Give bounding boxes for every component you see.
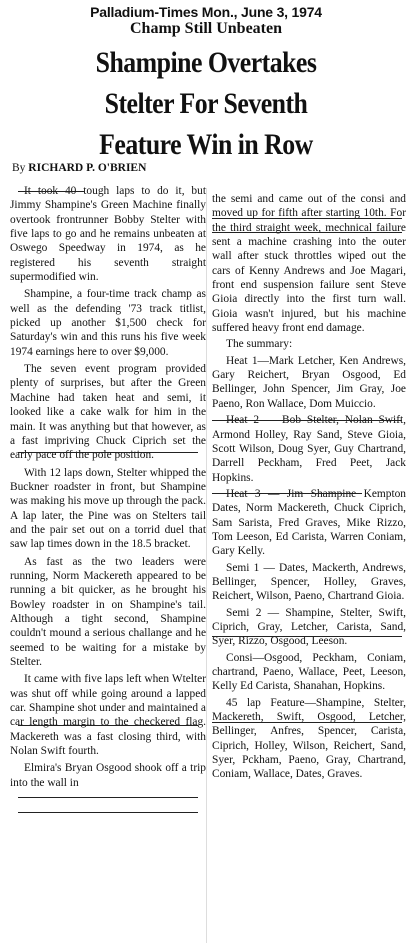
headline [29, 42, 383, 165]
pen-strike-mark [18, 797, 198, 798]
summary-entry: Consi—Osgood, Peckham, Coniam, chartrand, Paeno, Wallace, Peet, Leeson, Kelly Ed Carista, Shanahan, Hopkins. [212, 651, 406, 693]
pen-strike-mark [18, 725, 198, 726]
headline-line-3: Feature Win in Row [99, 128, 313, 161]
pen-strike-mark [18, 812, 198, 813]
article-column-right [212, 192, 406, 784]
article-paragraph: The seven event program provided plenty of surprises, but after the Green Machine had taken heat and semi, it looked like a cake walk for him in the main. It was anything but that however, as a fast impriving Chuck Ciprich set the early pace off the pole position. [10, 363, 206, 462]
article-paragraph: Shampine, a four-time track champ as well as the defending '73 track titlist, picked up another $1,500 check for Saturday's win and this runs his five week 1974 earnings here to over $9,000. [10, 288, 206, 358]
summary-entry: Heat 1—Mark Letcher, Ken Andrews, Gary Reichert, Bryan Osgood, Ed Bellinger, John Spencer, Jim Gray, Joe Paeno, Ron Wallace, Dom Muiccio. [212, 354, 406, 410]
article-paragraph: With 12 laps down, Stelter whipped the Buckner roadster in front, but Shampine was making his move up through the pack. A lap later, the Pine was on Stelters tail and the pair set out on a torrid duel that saw lap times down in the 18.5 bracket. [10, 466, 206, 551]
summary-entry: Heat 2 — Bob Stelter, Nolan Swift, Armond Holley, Ray Sand, Steve Gioia, Scott Wilson, Doug Syer, Guy Chartrand, Darrell Peckham, Fred Peet, Jack Hopkins. [212, 414, 406, 484]
pen-strike-mark [18, 452, 198, 453]
headline-line-1: Shampine Overtakes [95, 46, 317, 79]
column-divider [206, 188, 207, 943]
pen-strike-mark [212, 420, 402, 421]
summary-entry: Heat 3 — Jim Shampine Kempton Dates, Norm Mackereth, Chuck Ciprich, Sam Sarista, Fred Graves, Mike Rizzo, Tom Leeson, Ed Carista, Warren Coniam, Gary Kelly. [212, 487, 406, 558]
pen-strike-mark [212, 493, 362, 494]
article-column-left [10, 184, 206, 793]
summary-entry: Semi 2 — Shampine, Stelter, Swift, Ciprich, Gray, Letcher, Carista, Sand, Syer, Rizzo, Osgood, Leeson. [212, 606, 406, 648]
byline [12, 162, 146, 174]
pen-strike-mark [212, 218, 402, 219]
pen-strike-mark [212, 636, 402, 637]
article-paragraph: It came with five laps left when Wtelter was shut off while going around a lapped car. Shampine shot under and maintained a car length margin to the checkered flag. Mackereth was a fast closing third, with Nolan Swift fourth. [10, 673, 206, 758]
byline-author: RICHARD P. O'BRIEN [28, 162, 147, 174]
summary-entry: Semi 1 — Dates, Mackerth, Andrews, Bellinger, Spencer, Holley, Graves, Reichert, Wilson, Paeno, Chartrand Gioia. [212, 561, 406, 603]
pen-strike-mark [212, 232, 402, 233]
pen-strike-mark [18, 191, 84, 192]
article-paragraph: Elmira's Bryan Osgood shook off a trip into the wall in [10, 762, 206, 789]
pen-strike-mark [212, 722, 402, 723]
article-paragraph: As fast as the two leaders were running, Norm Mackereth appeared to be running a bit quicker, as he brought his Bowley roadster in on Shampine's tail. Although a tight second, Shampine couldn't mound a serious challange and he seemed to be waiting for a mistake by Stelter. [10, 555, 206, 668]
kicker-headline: Champ Still Unbeaten [129, 20, 283, 37]
dateline: Palladium-Times Mon., June 3, 1974 [90, 4, 322, 20]
article-paragraph: the semi and came out of the consi and moved up for fifth after starting 10th. For the third straight week, mechnical failure sent a machine crashing into the outer wall after stuck throttles wiped out the cars of Kenny Andrews and Joe Magari, front end suspension failure sent Steve Gioia directly into the first turn wall. Gioia wasn't injured, but his machine suffered heavy front end damage. [212, 193, 406, 335]
article-paragraph: It took 40 tough laps to do it, but Jimmy Shampine's Green Machine finally overtook frontrunner Bobby Stelter with five laps to go and he remains unbeaten at Oswego Speedway in 1974, as he registered his seventh straight supermodified win. [10, 185, 206, 284]
summary-entry: 45 lap Feature—Shampine, Stelter, Mackereth, Swift, Osgood, Letcher, Bellinger, Anfres, Spencer, Carista, Ciprich, Holley, Wilson, Reichert, Sand, Syer, Pckham, Paeno, Gray, Chartrand, Coniam, Wallace, Dates, Graves. [212, 696, 406, 781]
byline-prefix: By [12, 162, 26, 174]
summary-title: The summary: [226, 338, 293, 351]
headline-line-2: Stelter For Seventh [104, 87, 308, 120]
